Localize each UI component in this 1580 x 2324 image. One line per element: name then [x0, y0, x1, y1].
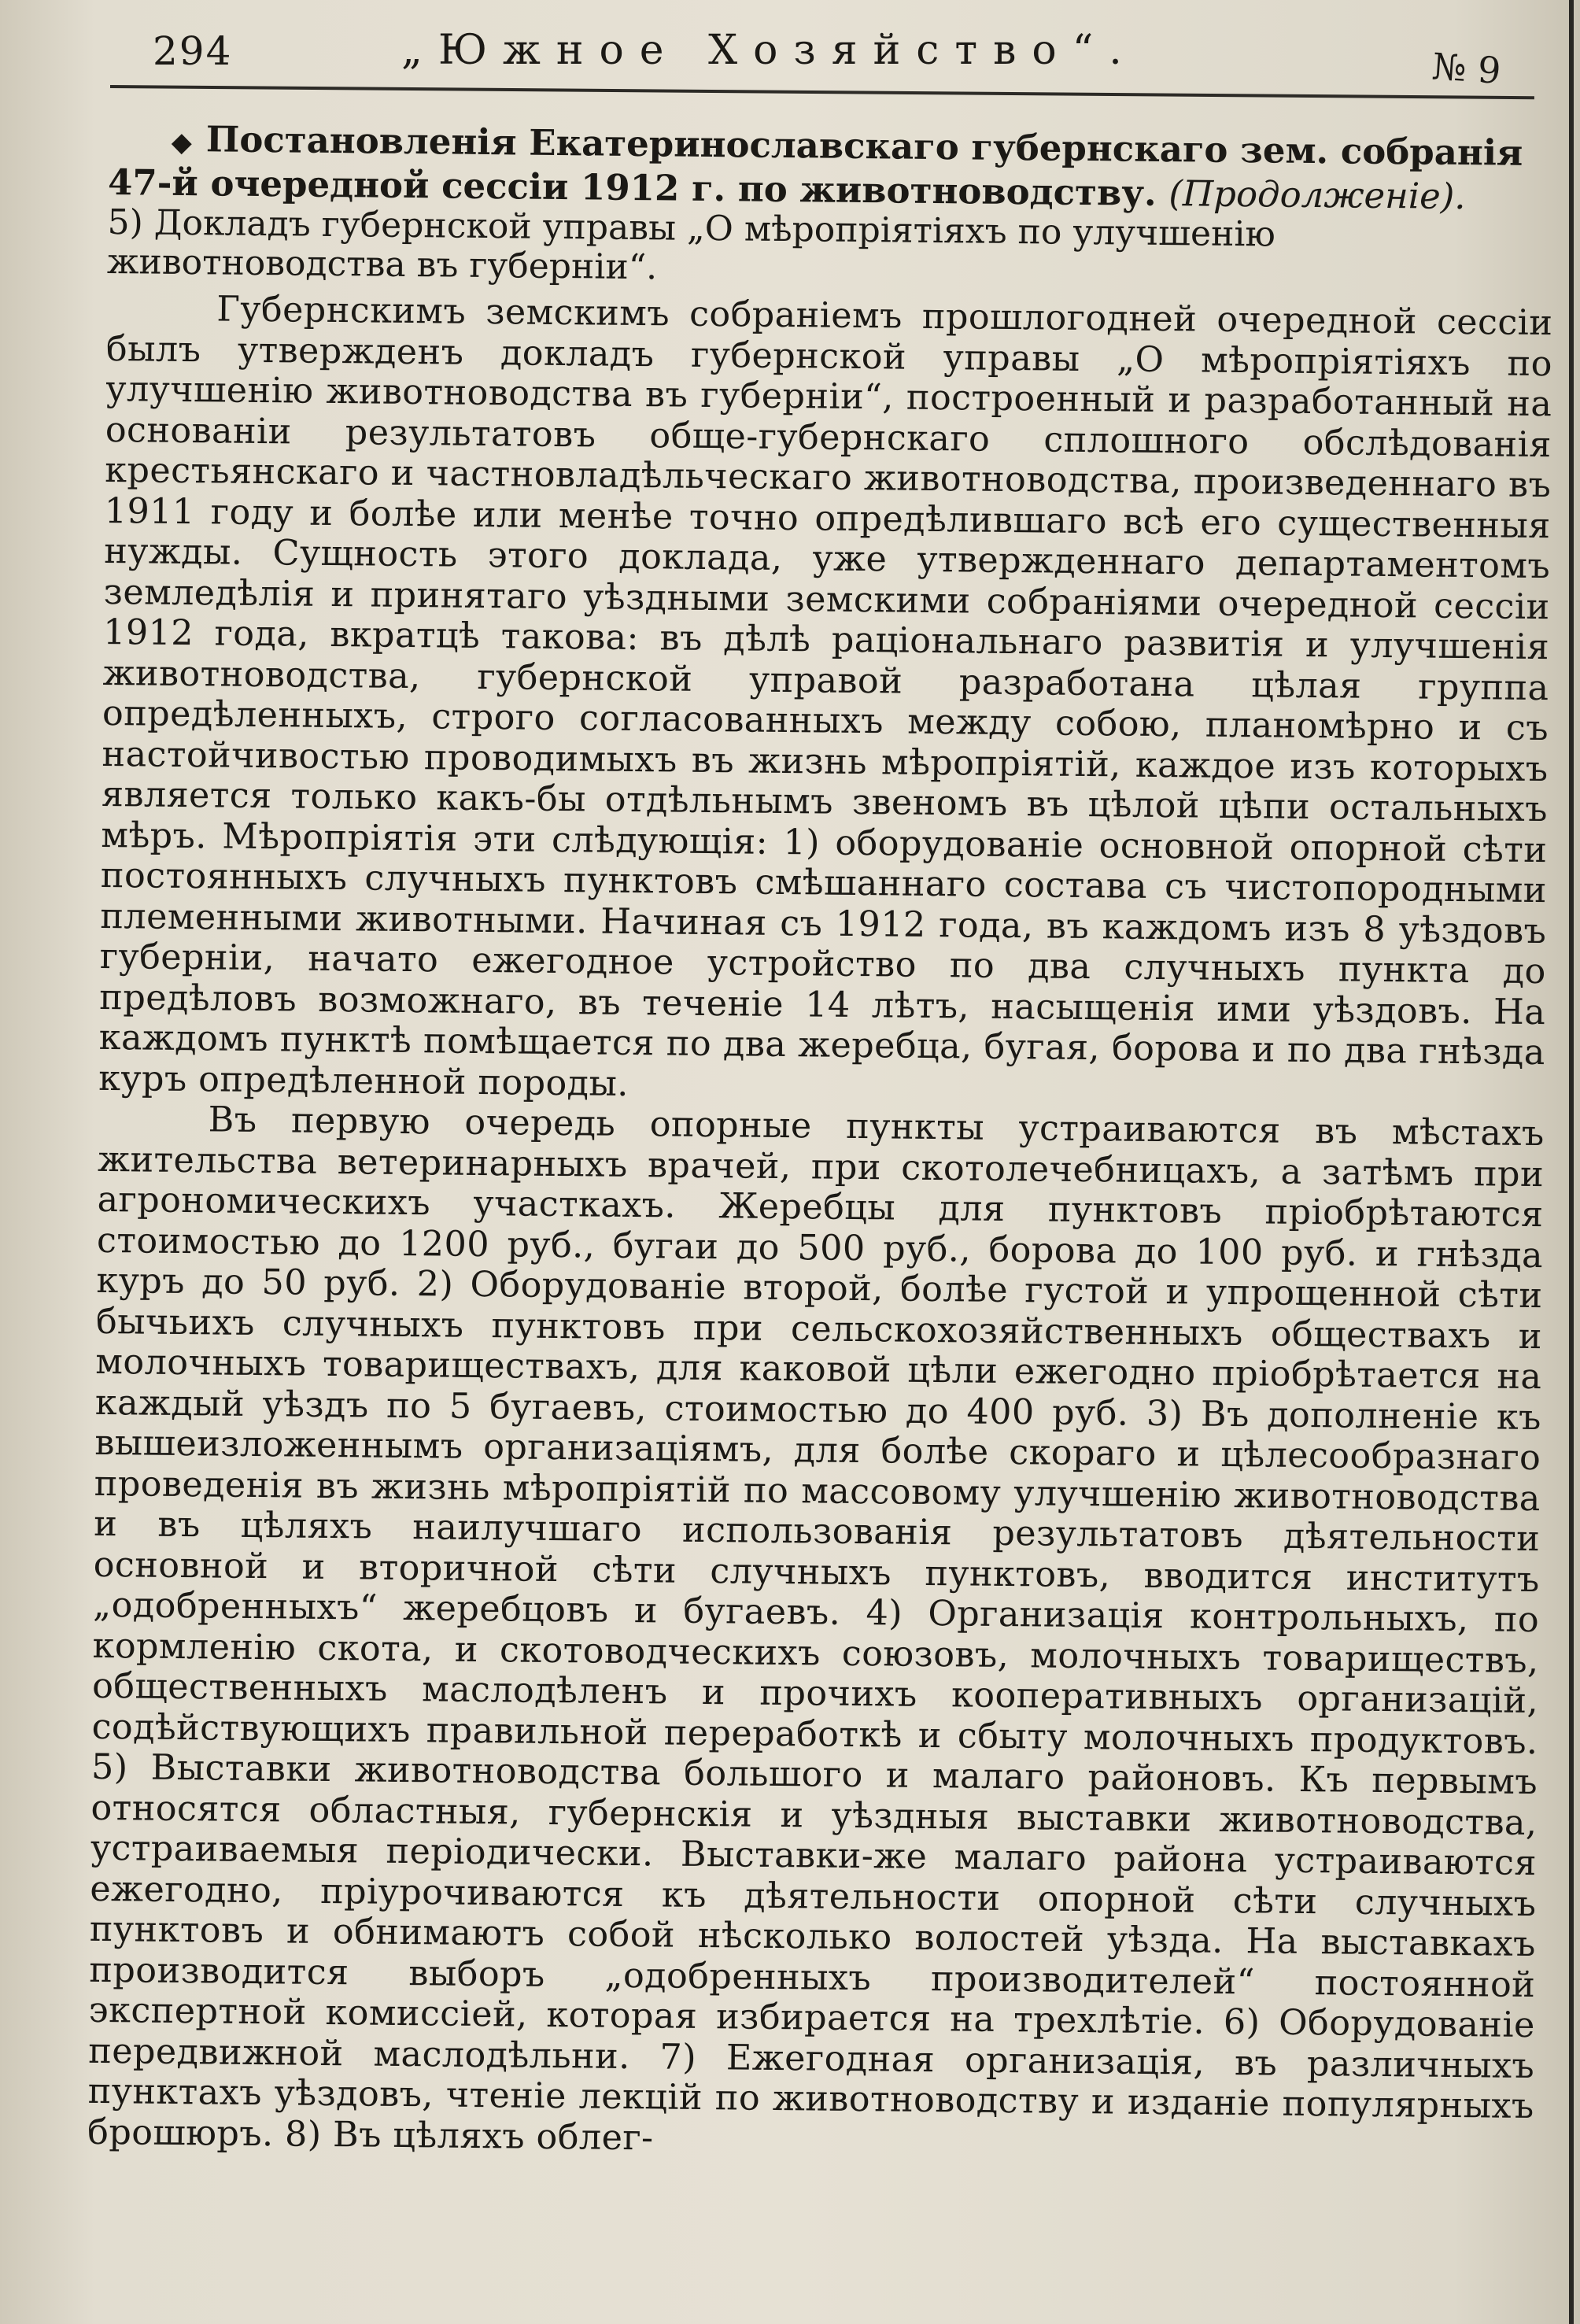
book-spine-edge — [1569, 0, 1574, 2324]
article-subtitle: 5) Докладъ губернской управы „О мѣропріятіяхъ по улучшенію животноводства въ губерніи“. — [106, 201, 1276, 288]
article-title: Постановленія Екатеринославскаго губернскаго зем. собранія 47-й очередной сессіи 1912 г. по животноводству. — [107, 118, 1523, 214]
ornament-bullet-icon: ◆ — [171, 126, 193, 159]
title-continuation: (Продолженіе). — [1168, 172, 1466, 218]
paragraph: Губернскимъ земскимъ собраніемъ прошлогодней очередной сессіи былъ утвержденъ докладъ губернской управы „О мѣропріятіяхъ по улучшенію животноводства въ губерніи“, построенный и разработанный на основаніи результатовъ обще-губернскаго сплошного обслѣдованія крестьянскаго и частновладѣльческаго животноводства, произведеннаго въ 1911 году и болѣе или менѣе точно опредѣлившаго всѣ его существенныя нужды. Сущность этого доклада, уже утвержденнаго департаментомъ земледѣлія и принятаго уѣздными земскими собраніями очередной сессіи 1912 года, вкратцѣ такова: въ дѣлѣ раціональнаго развитія и улучшенія животноводства, губернской управой разработана цѣлая группа опредѣленныхъ, строго согласованныхъ между собою, планомѣрно и съ настойчивостью проводимыхъ въ жизнь мѣропріятій, каждое изъ которыхъ является только какъ-бы отдѣльнымъ звеномъ въ цѣлой цѣпи остальныхъ мѣръ. Мѣропріятія эти слѣдующія: 1) оборудованіе основной опорной сѣти постоянныхъ случныхъ пунктовъ смѣшаннаго состава съ чистопородными племенными животными. Начиная съ 1912 года, въ каждомъ изъ 8 уѣздовъ губерніи, начато ежегодное устройство по два случныхъ пункта до предѣловъ возможнаго, въ теченіе 14 лѣтъ, насыщенія ими уѣздовъ. На каждомъ пунктѣ помѣщается по два жеребца, бугая, борова и по два гнѣзда куръ опредѣленной породы. — [98, 289, 1553, 1104]
paragraph: Въ первую очередь опорные пункты устраиваются въ мѣстахъ жительства ветеринарныхъ врачей, при скотолечебницахъ, а затѣмъ при агрономическихъ участкахъ. Жеребцы для пунктовъ пріобрѣтаются стоимостью до 1200 руб., бугаи до 500 руб., борова до 100 руб. и гнѣзда куръ до 50 руб. 2) Оборудованіе второй, болѣе густой и упрощенной сѣти бычьихъ случныхъ пунктовъ при сельскохозяйственныхъ обществахъ и молочныхъ товариществахъ, для каковой цѣли ежегодно пріобрѣтается на каждый уѣздъ по 5 бугаевъ, стоимостью до 400 руб. 3) Въ дополненіе къ вышеизложеннымъ организаціямъ, для болѣе скораго и цѣлесообразнаго проведенія въ жизнь мѣропріятій по массовому улучшенію животноводства и въ цѣляхъ наилучшаго использованія результатовъ дѣятельности основной и вторичной сѣти случныхъ пунктовъ, вводится институтъ „одобренныхъ“ жеребцовъ и бугаевъ. 4) Организація контрольныхъ, по кормленію скота, и скотоводческихъ союзовъ, молочныхъ товариществъ, общественныхъ маслодѣленъ и прочихъ кооперативныхъ организацій, содѣйствующихъ правильной переработкѣ и сбыту молочныхъ продуктовъ. 5) Выставки животноводства большого и малаго районовъ. Къ первымъ относятся областныя, губернскія и уѣздныя выставки животноводства, устраиваемыя періодически. Выставки-же малаго района устраиваются ежегодно, пріурочиваются къ дѣятельности опорной сѣти случныхъ пунктовъ и обнимаютъ собой нѣсколько волостей уѣзда. На выставкахъ производится выборъ „одобренныхъ производителей“ постоянной экспертной комиссіей, которая избирается на трехлѣтіе. 6) Оборудованіе передвижной маслодѣльни. 7) Ежегодная организація, въ различныхъ пунктахъ уѣздовъ, чтеніе лекцій по животноводству и изданіе популярныхъ брошюръ. 8) Въ цѣляхъ облег- — [87, 1099, 1545, 2158]
article-title-block — [108, 118, 1555, 218]
page-number: 294 — [153, 28, 233, 74]
issue-number: № 9 — [1430, 45, 1503, 92]
journal-title: „Южное Хозяйство“. — [401, 27, 1138, 74]
article-body — [87, 118, 1555, 2167]
